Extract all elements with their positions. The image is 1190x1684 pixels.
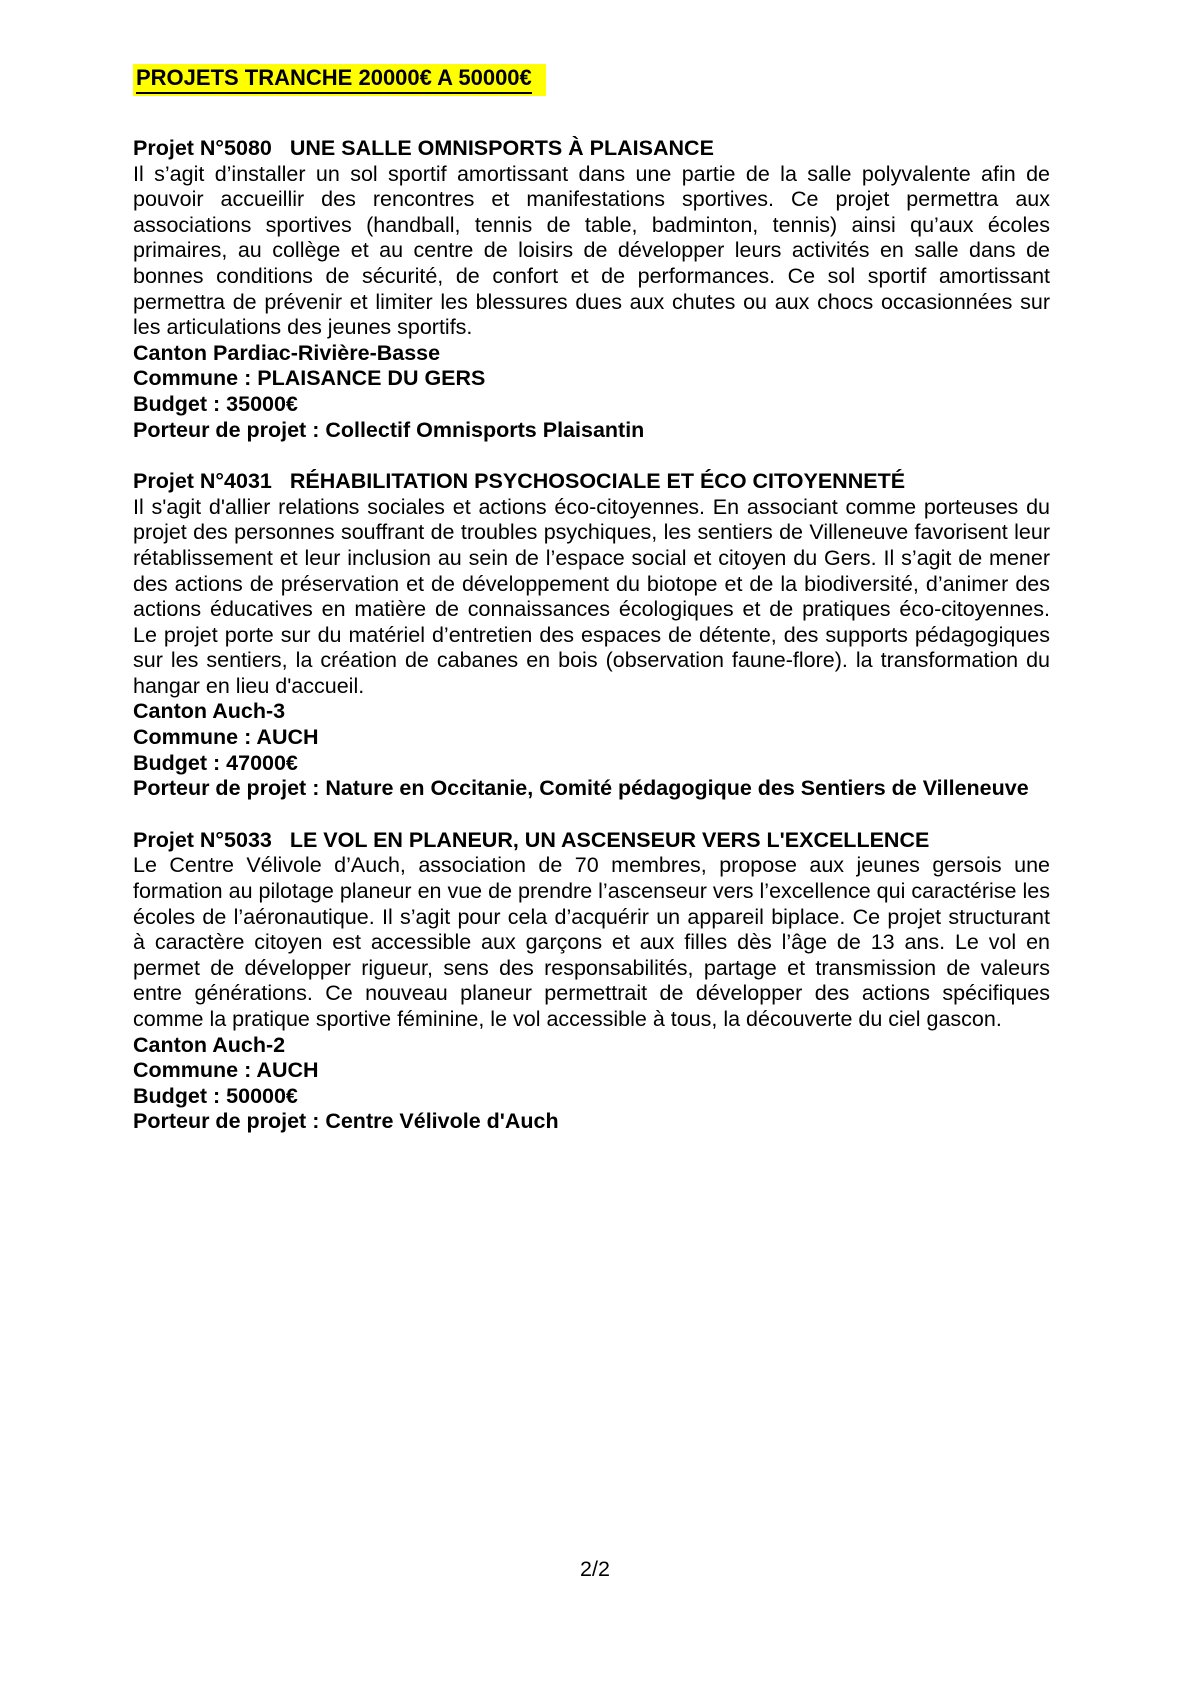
project-budget: Budget : 35000€ [133,391,298,416]
project-description: Il s’agit d’installer un sol sportif amortissant dans une partie de la salle polyvalente afin de pouvoir accueillir des rencontres et manifestations sportives. Ce projet permettra aux associations sportives (handball, tennis de table, badminton, tennis) ainsi qu’aux écoles primaires, au collège et au centre de loisirs de développer leurs activités en salle dans de bonnes conditions de sécurité, de confort et de performances. Ce sol sportif amortissant permettra de prévenir et limiter les blessures dues aux chutes ou aux chocs occasionnées sur les articulations des jeunes sportifs. [133,161,1050,340]
project-number: Projet N°5080 [133,136,272,160]
project-canton: Canton Auch-2 [133,1032,286,1057]
project-heading [133,469,1050,495]
project-commune: Commune : AUCH [133,725,319,750]
project-section-5080 [133,136,1050,443]
project-budget: Budget : 50000€ [133,1083,298,1108]
project-section-4031 [133,469,1050,802]
project-heading [133,136,1050,162]
project-commune: Commune : PLAISANCE DU GERS [133,366,486,391]
project-title: RÉHABILITATION PSYCHOSOCIALE ET ÉCO CITOYENNETÉ [289,469,906,494]
page-number: 2/2 [580,1557,610,1581]
project-number: Projet N°5033 [133,827,272,852]
project-description: Le Centre Vélivole d’Auch, association de 70 membres, propose aux jeunes gersois une formation au pilotage planeur en vue de prendre l’ascenseur vers l’excellence qui caractérise les écoles de l’aéronautique. Il s’agit pour cela d’acquérir un appareil biplace. Ce projet structurant à caractère citoyen est accessible aux garçons et aux filles dès l’âge de 13 ans. Le vol en permet de développer rigueur, sens des responsabilités, partage et transmission de valeurs entre générations. Ce nouveau planeur permettrait de développer des actions spécifiques comme la pratique sportive féminine, le vol accessible à tous, la découverte du ciel gascon. [133,853,1050,1031]
project-canton: Canton Auch-3 [133,699,286,724]
project-porteur: Porteur de projet : Collectif Omnisports Plaisantin [133,417,645,442]
document-title-row [133,64,1050,96]
project-porteur: Porteur de projet : Centre Vélivole d'Auch [133,1109,559,1134]
project-number: Projet N°4031 [133,469,272,494]
project-section-5033 [133,828,1050,1135]
project-heading [133,828,1050,854]
project-description: Il s'agit d'allier relations sociales et actions éco-citoyennes. En associant comme porteuses du projet des personnes souffrant de troubles psychiques, les sentiers de Villeneuve favorisent leur rétablissement et leur inclusion au sein de l’espace social et citoyen du Gers. Il s’agit de mener des actions de préservation et de développement du biotope et de la biodiversité, d’animer des actions éducatives en matière de connaissances écologiques et de pratiques éco-citoyennes. Le projet porte sur du matériel d’entretien des espaces de détente, des supports pédagogiques sur les sentiers, la création de cabanes en bois (observation faune-flore). la transformation du hangar en lieu d'accueil. [133,494,1050,698]
project-title: LE VOL EN PLANEUR, UN ASCENSEUR VERS L'EXCELLENCE [289,827,930,852]
project-porteur: Porteur de projet : Nature en Occitanie, Comité pédagogique des Sentiers de Villeneuve [133,776,1029,801]
document-title: PROJETS TRANCHE 20000€ A 50000€ [136,66,532,94]
project-commune: Commune : AUCH [133,1058,319,1083]
document-title-highlight [133,64,546,96]
project-title: UNE SALLE OMNISPORTS À PLAISANCE [289,136,714,160]
project-budget: Budget : 47000€ [133,750,298,775]
project-canton: Canton Pardiac-Rivière-Basse [133,340,441,365]
